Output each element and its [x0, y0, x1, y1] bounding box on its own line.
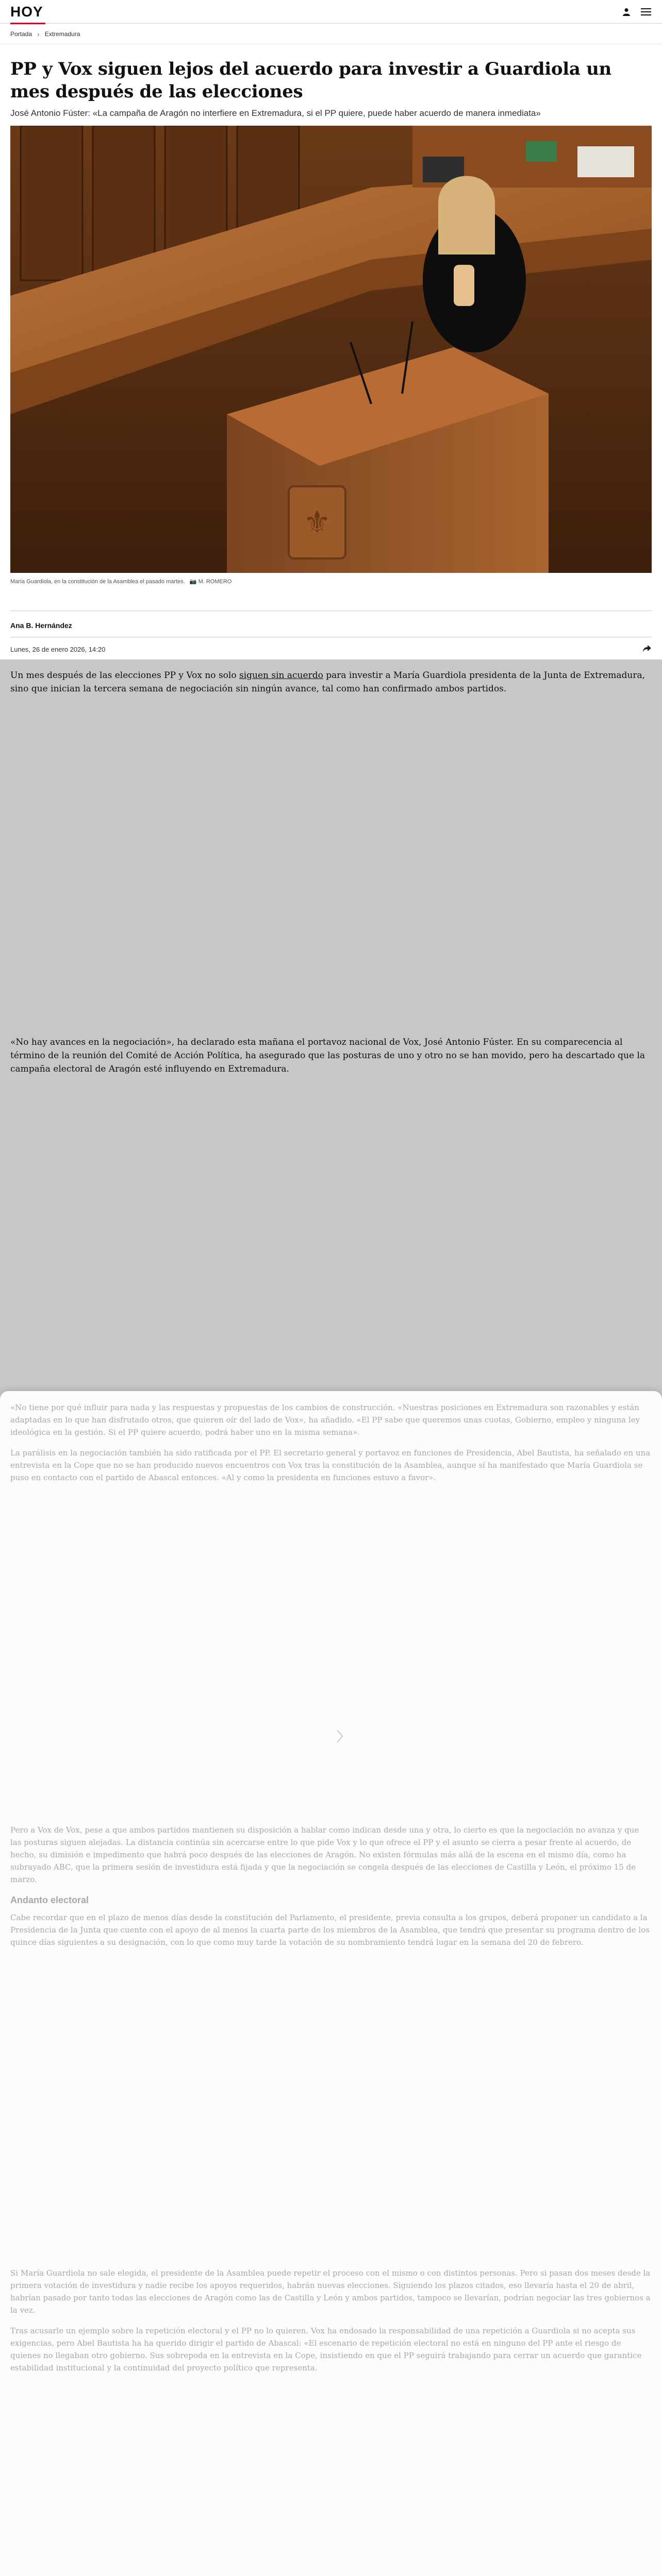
- breadcrumb-item-portada[interactable]: Portada: [10, 30, 32, 38]
- faded-heading: Andanto electoral: [10, 1895, 89, 1905]
- caption-text: María Guardiola, en la constitución de la Asamblea el pasado martes.: [10, 579, 185, 585]
- faded-block-1: [10, 1401, 652, 1492]
- publish-date: Lunes, 26 de enero 2026, 14:20: [10, 646, 106, 653]
- paragraph-1-text-b: para investir a María Guardiola presidenta de la Junta de Extremadura, sino que inician la tercera semana de negociación sin ningún avance, tal como han confirmado ambos partidos.: [10, 670, 645, 694]
- camera-icon: 📷: [189, 579, 197, 585]
- article-subtitle: José Antonio Fúster: «La campaña de Aragón no interfiere en Extremadura, si el PP quiere, puede haber acuerdo de manera inmediata»: [10, 108, 541, 118]
- link-siguen-sin-acuerdo[interactable]: siguen sin acuerdo: [239, 670, 323, 681]
- author-name[interactable]: Ana B. Hernández: [10, 621, 72, 630]
- breadcrumb-item-extremadura[interactable]: Extremadura: [44, 30, 80, 38]
- svg-text:⚜: ⚜: [303, 504, 331, 540]
- article-title: PP y Vox siguen lejos del acuerdo para investir a Guardiola un mes después de las elecciones: [10, 59, 611, 102]
- dateline: [10, 645, 652, 654]
- paragraph-1-text-a: Un mes después de las elecciones PP y Vox no solo: [10, 670, 239, 681]
- header-icons: [621, 6, 652, 18]
- faded-block-2: [10, 1824, 652, 1957]
- article-photo: [10, 126, 652, 573]
- paragraph-1: [10, 669, 652, 696]
- share-icon[interactable]: [642, 645, 652, 654]
- faded-paragraph: Cabe recordar que en el plazo de menos días desde la constitución del Parlamento, el presidente, previa consulta a los grupos, deberá proponer un candidato a la Presidencia de la Junta que cuente con el apoyo de al menos la cuarta parte de los miembros de la Asamblea, que tendrá que presentar su programa dentro de los quince días siguientes a su designación, con lo que como muy tarde la votación de su nombramiento tendrá lugar en la semana del 20 de febrero.: [10, 1913, 650, 1947]
- top-bar: [0, 0, 662, 24]
- faded-paragraph: Tras acusarle un ejemplo sobre la repetición electoral y el PP no lo quieren. Vox ha endosado la responsabilidad de una repetición a Guardiola si no acepta sus exigencias, pero Abel Bautista ha ha querido dirigir el partido de Abascal: «El escenario de repetición electoral no está en ninguno del PP ante el riesgo de quienes no llegaban otro gobierno. Sus sobrepoda en la entrevista en la Cope, insistiendo en que el PP seguirá trabajando para cerrar un acuerdo que garantice estabilidad institucional y la continuidad del proyecto político que representa.: [10, 2326, 642, 2372]
- article: [0, 58, 662, 1076]
- faded-block-3: [10, 2267, 652, 2382]
- site-logo[interactable]: HOY: [10, 3, 43, 20]
- faded-paragraph: Si María Guardiola no sale elegida, el presidente de la Asamblea puede repetir el proceso con el mismo o con distintos personas. Pero si pasan dos meses desde la primera votación de investidura y nadie recibe los apoyos requeridos, habrán nuevas elecciones. Siguiendo los plazos citados, eso llevaría hasta el 20 de abril, habrían pasado por tanto todas las elecciones de Aragón como las de Castilla y León y ambos partidos, tampoco se llevarían, podrían negociar las tres gobiernos a la vez.: [10, 2268, 651, 2315]
- paragraph-2: «No hay avances en la negociación», ha declarado esta mañana el portavoz nacional de Vox, José Antonio Fúster. En su comparecencia al término de la reunión del Comité de Acción Política, ha asegurado que las posturas de uno y otro no se han movido, pero ha descartado que la campaña electoral de Aragón esté influyendo en Extremadura.: [10, 1037, 646, 1074]
- chevron-right-icon[interactable]: [336, 1729, 343, 1743]
- menu-icon[interactable]: [640, 6, 652, 18]
- paywall-card: [0, 1391, 662, 2576]
- logo-accent-bar: [10, 23, 45, 24]
- photo-caption: [10, 573, 652, 585]
- faded-paragraph: La parálisis en la negociación también ha sido ratificada por el PP. El secretario general y portavoz en funciones de Presidencia, Abel Bautista, ha señalado en una entrevista en la Cope que no se han producido nuevos encuentros con Vox tras la constitución de la Asamblea, aunque sí ha manifestado que María Guardiola se puso en contacto con el partido de Abascal entonces. «Al y como la presidenta en funciones estuvo a favor».: [10, 1448, 651, 1482]
- chevron-right-icon: ›: [37, 29, 40, 38]
- photo-credit: M. ROMERO: [198, 579, 232, 585]
- user-icon[interactable]: [621, 6, 632, 18]
- faded-paragraph: Pero a Vox de Vox, pese a que ambos partidos mantienen su disposición a hablar como indican desde una y otra, lo cierto es que la negociación no avanza y que las posturas siguen alejadas. La distancia continúa sin acercarse entre lo que pide Vox y lo que ofrece el PP y el asunto se cierra a pesar frente al acuerdo, de hecho, su dimisión e impedimento que habrá poco después de las elecciones de Aragón. No existen fórmulas más allá de la escena en el mismo día, como ha subrayado ABC, que la primera sesión de investidura está fijada y que la negociación se congela después de las elecciones de Castilla y León, el próximo 15 de marzo.: [10, 1825, 639, 1884]
- faded-paragraph: «No tiene por qué influir para nada y las respuestas y propuestas de los cambios de construcción. «Nuestras posiciones en Extremadura son razonables y están adaptadas en lo que han disfrutado otros, que quieren oír del lado de Vox», ha añadido. «El PP sabe que queremos unas cuotas, Gobierno, empleo y ninguna ley ideológica en la gestión. Si el PP quiere acuerdo, podrá haber uno en la misma semana».: [10, 1403, 640, 1437]
- parliament-photo: [10, 126, 652, 573]
- breadcrumb: [0, 24, 662, 44]
